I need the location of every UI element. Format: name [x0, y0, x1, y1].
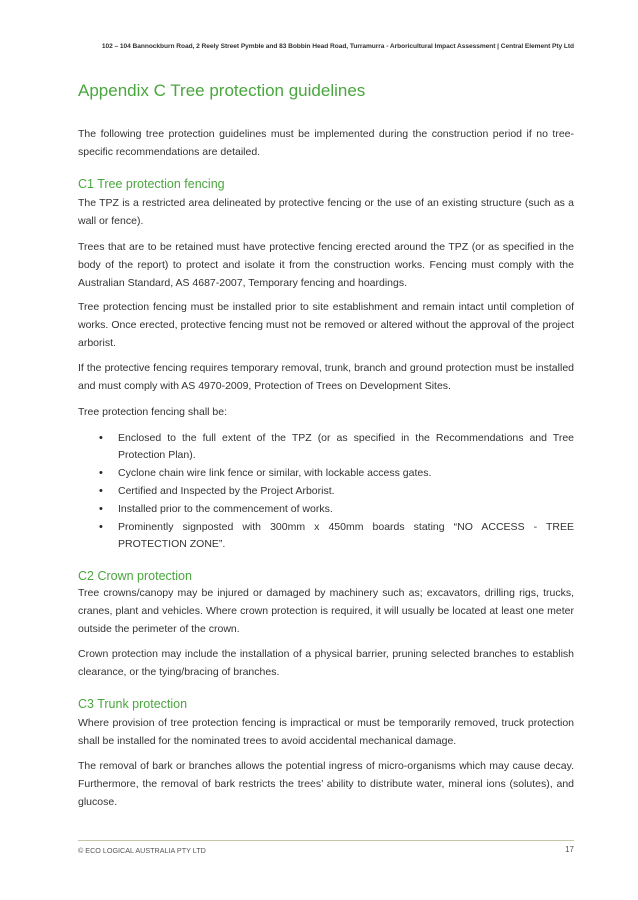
bullet-icon: •: [99, 485, 103, 497]
bullet-icon: •: [99, 467, 103, 479]
c3-paragraph-2: The removal of bark or branches allows the potential ingress of micro-organisms which may cause decay. Furthermore, the removal of bark restricts the trees’ ability to distribute water, mineral ions (solutes), and glucose.: [78, 760, 574, 808]
list-item: [78, 501, 574, 518]
c1-paragraph-5: Tree protection fencing shall be:: [78, 406, 228, 418]
list-item: [78, 519, 574, 553]
c1-paragraph-2: Trees that are to be retained must have protective fencing erected around the TPZ (or as specified in the body of the report) to protect and isolate it from the construction works. Fencing must comply with the Australian Standard, AS 4687-2007, Temporary fencing and hoardings.: [78, 241, 574, 289]
list-item: [78, 465, 574, 482]
list-item-text: Prominently signposted with 300mm x 450mm boards stating “NO ACCESS - TREE PROTECTION ZONE”.: [118, 521, 574, 550]
list-item-text: Enclosed to the full extent of the TPZ (or as specified in the Recommendations and Tree Protection Plan).: [118, 432, 574, 461]
page-number: 17: [565, 845, 574, 854]
list-item: [78, 483, 574, 500]
list-item: [78, 430, 574, 464]
list-item-text: Installed prior to the commencement of works.: [118, 503, 333, 515]
c1-paragraph-1: The TPZ is a restricted area delineated by protective fencing or the use of an existing structure (such as a wall or fence).: [78, 197, 574, 227]
c3-paragraph-1: Where provision of tree protection fencing is impractical or must be temporarily removed, truck protection shall be installed for the nominated trees to avoid accidental mechanical damage.: [78, 717, 574, 747]
bullet-icon: •: [99, 432, 103, 444]
running-header: 102 – 104 Bannockburn Road, 2 Reely Street Pymble and 83 Bobbin Head Road, Turramurra - Arboricultural Impact Assessment | Central Element Pty Ltd: [101, 43, 574, 50]
section-heading-c2: C2 Crown protection: [78, 569, 192, 583]
section-heading-c3: C3 Trunk protection: [78, 697, 188, 711]
c2-paragraph-2: Crown protection may include the installation of a physical barrier, pruning selected branches to establish clearance, or the tying/bracing of branches.: [78, 648, 574, 678]
c1-paragraph-3: Tree protection fencing must be installed prior to site establishment and remain intact until completion of works. Once erected, protective fencing must not be removed or altered without the approval of the project arborist.: [78, 301, 574, 349]
section-heading-c1: C1 Tree protection fencing: [78, 177, 225, 191]
bullet-icon: •: [99, 503, 103, 515]
c2-paragraph-1: Tree crowns/canopy may be injured or damaged by machinery such as; excavators, drilling rigs, trucks, cranes, plant and vehicles. Where crown protection is required, it will usually be located at least one meter outside the perimeter of the crown.: [78, 587, 574, 635]
list-item-text: Cyclone chain wire link fence or similar, with lockable access gates.: [118, 467, 432, 479]
footer-divider: [78, 840, 574, 841]
appendix-title: Appendix C Tree protection guidelines: [78, 81, 366, 100]
bullet-icon: •: [99, 521, 103, 533]
list-item-text: Certified and Inspected by the Project Arborist.: [118, 485, 335, 497]
fencing-requirements-list: [78, 430, 574, 554]
intro-paragraph: The following tree protection guidelines must be implemented during the construction period if no tree-specific recommendations are detailed.: [78, 128, 574, 158]
footer-copyright: © ECO LOGICAL AUSTRALIA PTY LTD: [78, 846, 206, 855]
c1-paragraph-4: If the protective fencing requires temporary removal, trunk, branch and ground protection must be installed and must comply with AS 4970-2009, Protection of Trees on Development Sites.: [78, 362, 574, 392]
